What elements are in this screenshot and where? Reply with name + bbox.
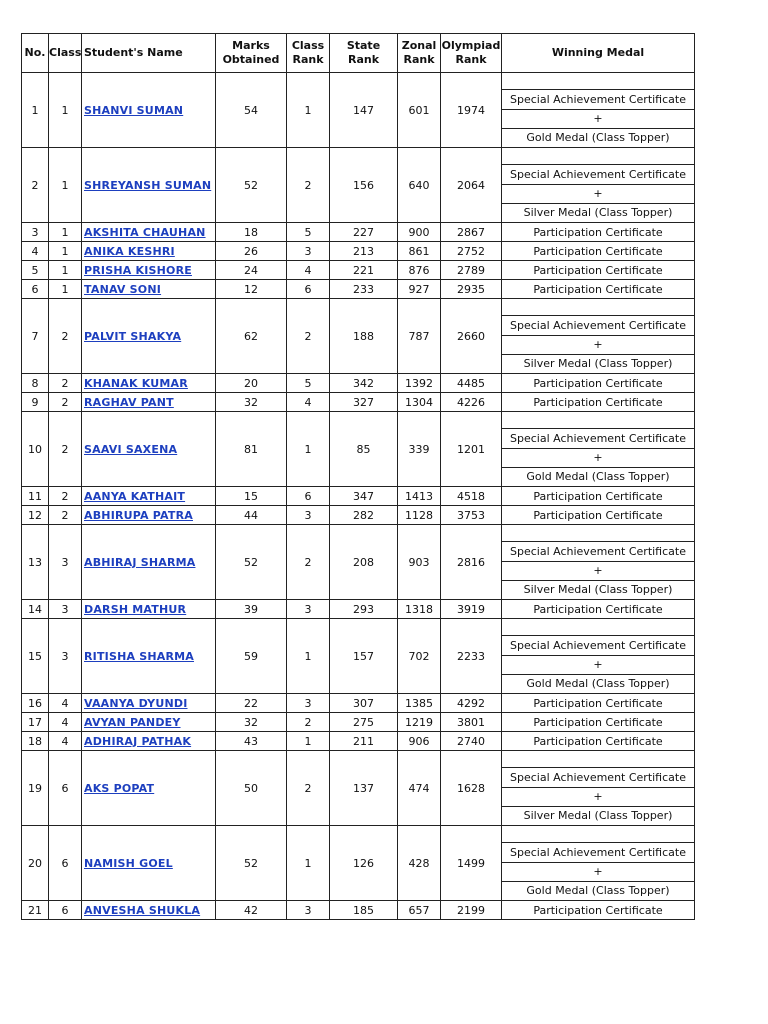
cell-zonal-rank: 927: [398, 280, 441, 299]
cell-no: 19: [22, 751, 49, 826]
cell-zonal-rank: 906: [398, 732, 441, 751]
cell-olympiad-rank: 3753: [441, 506, 502, 525]
student-name-link[interactable]: TANAV SONI: [84, 282, 162, 296]
cell-name: [82, 261, 216, 280]
zonal-header-line2: Rank: [403, 53, 435, 66]
cell-zonal-rank: 702: [398, 619, 441, 694]
table-row: [22, 619, 695, 694]
cell-marks: 26: [216, 242, 287, 261]
student-name-link[interactable]: RITISHA SHARMA: [84, 649, 195, 663]
cell-winning-medal: Participation Certificate: [502, 223, 695, 242]
table-row: [22, 901, 695, 920]
table-row: [22, 751, 695, 826]
medal-blank: [502, 525, 694, 541]
cell-olympiad-rank: 1201: [441, 412, 502, 487]
cell-name: [82, 732, 216, 751]
cell-marks: 32: [216, 713, 287, 732]
cell-state-rank: 137: [330, 751, 398, 826]
cell-state-rank: 85: [330, 412, 398, 487]
cell-winning-medal: [502, 412, 695, 487]
cell-marks: 62: [216, 299, 287, 374]
cell-no: 6: [22, 280, 49, 299]
cell-name: [82, 242, 216, 261]
col-header-winning-medal: Winning Medal: [502, 34, 695, 73]
cell-class: 1: [49, 148, 82, 223]
student-name-link[interactable]: DARSH MATHUR: [84, 602, 187, 616]
student-name-link[interactable]: ADHIRAJ PATHAK: [84, 734, 192, 748]
results-body: [22, 73, 695, 920]
cell-winning-medal: Participation Certificate: [502, 732, 695, 751]
cell-name: [82, 280, 216, 299]
cell-zonal-rank: 1304: [398, 393, 441, 412]
cell-class: 6: [49, 751, 82, 826]
student-name-link[interactable]: AANYA KATHAIT: [84, 489, 186, 503]
cell-marks: 52: [216, 826, 287, 901]
cell-class-rank: 5: [287, 223, 330, 242]
student-name-link[interactable]: VAANYA DYUNDI: [84, 696, 188, 710]
cell-marks: 24: [216, 261, 287, 280]
medal-special-certificate: Special Achievement Certificate: [502, 89, 694, 108]
cell-name: [82, 223, 216, 242]
student-name-link[interactable]: SAAVI SAXENA: [84, 442, 178, 456]
cell-olympiad-rank: 3919: [441, 600, 502, 619]
student-name-link[interactable]: SHANVI SUMAN: [84, 103, 184, 117]
cell-class: 1: [49, 280, 82, 299]
table-row: [22, 713, 695, 732]
cell-state-rank: 282: [330, 506, 398, 525]
student-name-link[interactable]: SHREYANSH SUMAN: [84, 178, 212, 192]
cell-zonal-rank: 657: [398, 901, 441, 920]
cell-olympiad-rank: 1628: [441, 751, 502, 826]
student-name-link[interactable]: PALVIT SHAKYA: [84, 329, 182, 343]
cell-winning-medal: Participation Certificate: [502, 393, 695, 412]
cell-marks: 12: [216, 280, 287, 299]
table-row: [22, 732, 695, 751]
medal-special-certificate: Special Achievement Certificate: [502, 635, 694, 654]
table-row: [22, 223, 695, 242]
cell-no: 5: [22, 261, 49, 280]
cell-winning-medal: Participation Certificate: [502, 374, 695, 393]
cell-zonal-rank: 1392: [398, 374, 441, 393]
medal-plus: +: [502, 109, 694, 128]
cell-class-rank: 2: [287, 525, 330, 600]
cell-winning-medal: [502, 619, 695, 694]
cell-winning-medal: [502, 73, 695, 148]
cell-winning-medal: Participation Certificate: [502, 242, 695, 261]
medal-silver: Silver Medal (Class Topper): [502, 354, 694, 373]
cell-marks: 81: [216, 412, 287, 487]
cell-state-rank: 185: [330, 901, 398, 920]
cell-zonal-rank: 1219: [398, 713, 441, 732]
cell-olympiad-rank: 2660: [441, 299, 502, 374]
cell-no: 15: [22, 619, 49, 694]
cell-name: [82, 299, 216, 374]
medal-gold: Gold Medal (Class Topper): [502, 674, 694, 693]
cell-marks: 22: [216, 694, 287, 713]
cell-state-rank: 233: [330, 280, 398, 299]
table-row: [22, 826, 695, 901]
cell-marks: 42: [216, 901, 287, 920]
cell-marks: 39: [216, 600, 287, 619]
cell-no: 14: [22, 600, 49, 619]
cell-class-rank: 4: [287, 261, 330, 280]
cell-state-rank: 342: [330, 374, 398, 393]
cell-state-rank: 213: [330, 242, 398, 261]
medal-blank: [502, 412, 694, 428]
cell-olympiad-rank: 2789: [441, 261, 502, 280]
cell-olympiad-rank: 2740: [441, 732, 502, 751]
cell-name: [82, 525, 216, 600]
cell-class: 2: [49, 412, 82, 487]
table-row: [22, 242, 695, 261]
cell-name: [82, 619, 216, 694]
cell-class: 2: [49, 487, 82, 506]
cell-winning-medal: Participation Certificate: [502, 600, 695, 619]
cell-olympiad-rank: 1499: [441, 826, 502, 901]
medal-special-certificate: Special Achievement Certificate: [502, 842, 694, 861]
cell-class: 6: [49, 901, 82, 920]
medal-special-certificate: Special Achievement Certificate: [502, 541, 694, 560]
cell-winning-medal: Participation Certificate: [502, 261, 695, 280]
cell-no: 7: [22, 299, 49, 374]
cell-winning-medal: [502, 525, 695, 600]
student-name-link[interactable]: PRISHA KISHORE: [84, 263, 192, 277]
cell-name: [82, 751, 216, 826]
cell-class: 2: [49, 299, 82, 374]
medal-special-certificate: Special Achievement Certificate: [502, 428, 694, 447]
medal-plus: +: [502, 448, 694, 467]
cell-state-rank: 327: [330, 393, 398, 412]
cell-zonal-rank: 900: [398, 223, 441, 242]
cell-winning-medal: Participation Certificate: [502, 506, 695, 525]
cell-state-rank: 156: [330, 148, 398, 223]
cell-zonal-rank: 339: [398, 412, 441, 487]
cell-winning-medal: [502, 299, 695, 374]
col-header-class: Class: [49, 34, 82, 73]
cell-state-rank: 211: [330, 732, 398, 751]
cell-marks: 20: [216, 374, 287, 393]
cell-class-rank: 1: [287, 826, 330, 901]
cell-winning-medal: [502, 751, 695, 826]
marks-header-line1: Marks: [232, 39, 270, 52]
cell-zonal-rank: 787: [398, 299, 441, 374]
cell-name: [82, 694, 216, 713]
cell-marks: 52: [216, 525, 287, 600]
cell-no: 21: [22, 901, 49, 920]
cell-state-rank: 208: [330, 525, 398, 600]
student-name-link[interactable]: ABHIRAJ SHARMA: [84, 555, 196, 569]
cell-name: [82, 374, 216, 393]
cell-no: 12: [22, 506, 49, 525]
medal-blank: [502, 619, 694, 635]
cell-class-rank: 5: [287, 374, 330, 393]
cell-class: 2: [49, 393, 82, 412]
cell-class-rank: 1: [287, 732, 330, 751]
cell-class: 1: [49, 242, 82, 261]
col-header-no: No.: [22, 34, 49, 73]
cell-zonal-rank: 1128: [398, 506, 441, 525]
medal-silver: Silver Medal (Class Topper): [502, 580, 694, 599]
cell-no: 2: [22, 148, 49, 223]
cell-no: 20: [22, 826, 49, 901]
cell-olympiad-rank: 2867: [441, 223, 502, 242]
col-header-class-rank: [287, 34, 330, 73]
student-name-link[interactable]: ABHIRUPA PATRA: [84, 508, 193, 522]
cell-class: 1: [49, 73, 82, 148]
cell-olympiad-rank: 3801: [441, 713, 502, 732]
student-name-link[interactable]: AKSHITA CHAUHAN: [84, 225, 206, 239]
cell-state-rank: 275: [330, 713, 398, 732]
col-header-name: Student's Name: [82, 34, 216, 73]
cell-class-rank: 6: [287, 280, 330, 299]
student-name-link[interactable]: AKS POPAT: [84, 781, 155, 795]
table-row: [22, 393, 695, 412]
medal-special-certificate: Special Achievement Certificate: [502, 164, 694, 183]
student-name-link[interactable]: KHANAK KUMAR: [84, 376, 188, 390]
cell-class: 3: [49, 525, 82, 600]
medal-gold: Gold Medal (Class Topper): [502, 467, 694, 486]
cell-state-rank: 347: [330, 487, 398, 506]
table-row: [22, 487, 695, 506]
cell-class: 1: [49, 223, 82, 242]
col-header-state-rank: State Rank: [330, 34, 398, 73]
cell-olympiad-rank: 2935: [441, 280, 502, 299]
table-row: [22, 374, 695, 393]
cell-winning-medal: [502, 148, 695, 223]
medal-blank: [502, 299, 694, 315]
cell-no: 16: [22, 694, 49, 713]
cell-name: [82, 901, 216, 920]
cell-class: 3: [49, 619, 82, 694]
medal-silver: Silver Medal (Class Topper): [502, 203, 694, 222]
cell-name: [82, 487, 216, 506]
results-table: [21, 33, 695, 920]
cell-state-rank: 293: [330, 600, 398, 619]
cell-zonal-rank: 861: [398, 242, 441, 261]
cell-marks: 18: [216, 223, 287, 242]
cell-winning-medal: Participation Certificate: [502, 280, 695, 299]
cell-marks: 54: [216, 73, 287, 148]
class-rank-header-line1: Class: [291, 39, 325, 52]
student-name-link[interactable]: AVYAN PANDEY: [84, 715, 181, 729]
cell-name: [82, 713, 216, 732]
cell-olympiad-rank: 2199: [441, 901, 502, 920]
class-rank-header-line2: Rank: [292, 53, 324, 66]
medal-plus: +: [502, 862, 694, 881]
cell-zonal-rank: 601: [398, 73, 441, 148]
cell-marks: 50: [216, 751, 287, 826]
medal-blank: [502, 148, 694, 164]
cell-olympiad-rank: 4292: [441, 694, 502, 713]
table-row: [22, 694, 695, 713]
cell-marks: 44: [216, 506, 287, 525]
table-row: [22, 506, 695, 525]
cell-class: 3: [49, 600, 82, 619]
medal-plus: +: [502, 335, 694, 354]
table-row: [22, 299, 695, 374]
medal-blank: [502, 826, 694, 842]
cell-name: [82, 826, 216, 901]
col-header-zonal-rank: [398, 34, 441, 73]
cell-no: 11: [22, 487, 49, 506]
cell-class: 1: [49, 261, 82, 280]
cell-no: 9: [22, 393, 49, 412]
medal-plus: +: [502, 787, 694, 806]
cell-olympiad-rank: 2752: [441, 242, 502, 261]
cell-state-rank: 157: [330, 619, 398, 694]
medal-silver: Silver Medal (Class Topper): [502, 806, 694, 825]
cell-olympiad-rank: 2233: [441, 619, 502, 694]
cell-state-rank: 147: [330, 73, 398, 148]
cell-olympiad-rank: 4226: [441, 393, 502, 412]
cell-marks: 43: [216, 732, 287, 751]
zonal-header-line1: Zonal: [401, 39, 437, 52]
cell-marks: 52: [216, 148, 287, 223]
cell-olympiad-rank: 4485: [441, 374, 502, 393]
cell-winning-medal: Participation Certificate: [502, 694, 695, 713]
cell-state-rank: 221: [330, 261, 398, 280]
cell-winning-medal: Participation Certificate: [502, 713, 695, 732]
medal-special-certificate: Special Achievement Certificate: [502, 315, 694, 334]
cell-name: [82, 393, 216, 412]
medal-blank: [502, 73, 694, 89]
table-row: [22, 412, 695, 487]
cell-zonal-rank: 903: [398, 525, 441, 600]
cell-name: [82, 412, 216, 487]
cell-no: 17: [22, 713, 49, 732]
cell-class-rank: 3: [287, 242, 330, 261]
table-row: [22, 600, 695, 619]
cell-class-rank: 1: [287, 73, 330, 148]
cell-class-rank: 2: [287, 299, 330, 374]
cell-class-rank: 2: [287, 751, 330, 826]
cell-class-rank: 3: [287, 694, 330, 713]
table-row: [22, 73, 695, 148]
student-name-link[interactable]: NAMISH GOEL: [84, 856, 173, 870]
medal-plus: +: [502, 561, 694, 580]
medal-special-certificate: Special Achievement Certificate: [502, 767, 694, 786]
cell-olympiad-rank: 1974: [441, 73, 502, 148]
cell-zonal-rank: 428: [398, 826, 441, 901]
cell-class-rank: 2: [287, 713, 330, 732]
cell-name: [82, 73, 216, 148]
table-row: [22, 525, 695, 600]
cell-class-rank: 6: [287, 487, 330, 506]
student-name-link[interactable]: ANIKA KESHRI: [84, 244, 175, 258]
cell-state-rank: 227: [330, 223, 398, 242]
cell-marks: 15: [216, 487, 287, 506]
cell-class-rank: 1: [287, 412, 330, 487]
cell-state-rank: 307: [330, 694, 398, 713]
cell-state-rank: 126: [330, 826, 398, 901]
marks-header-line2: Obtained: [222, 53, 280, 66]
cell-name: [82, 506, 216, 525]
table-row: [22, 280, 695, 299]
col-header-olympiad-rank: [441, 34, 502, 73]
cell-zonal-rank: 1318: [398, 600, 441, 619]
cell-zonal-rank: 640: [398, 148, 441, 223]
cell-zonal-rank: 474: [398, 751, 441, 826]
cell-marks: 32: [216, 393, 287, 412]
cell-no: 10: [22, 412, 49, 487]
medal-plus: +: [502, 655, 694, 674]
medal-gold: Gold Medal (Class Topper): [502, 881, 694, 900]
cell-state-rank: 188: [330, 299, 398, 374]
cell-class-rank: 3: [287, 600, 330, 619]
cell-marks: 59: [216, 619, 287, 694]
cell-class-rank: 1: [287, 619, 330, 694]
student-name-link[interactable]: RAGHAV PANT: [84, 395, 174, 409]
cell-class: 2: [49, 506, 82, 525]
medal-blank: [502, 751, 694, 767]
cell-no: 8: [22, 374, 49, 393]
cell-no: 4: [22, 242, 49, 261]
cell-olympiad-rank: 2064: [441, 148, 502, 223]
cell-winning-medal: [502, 826, 695, 901]
medal-plus: +: [502, 184, 694, 203]
cell-no: 1: [22, 73, 49, 148]
table-row: [22, 148, 695, 223]
cell-no: 13: [22, 525, 49, 600]
cell-class-rank: 4: [287, 393, 330, 412]
cell-name: [82, 600, 216, 619]
cell-no: 3: [22, 223, 49, 242]
cell-class: 2: [49, 374, 82, 393]
cell-zonal-rank: 1385: [398, 694, 441, 713]
cell-class: 4: [49, 713, 82, 732]
olympiad-header-line1: Olympiad: [441, 39, 501, 52]
col-header-marks: [216, 34, 287, 73]
cell-olympiad-rank: 2816: [441, 525, 502, 600]
cell-winning-medal: Participation Certificate: [502, 901, 695, 920]
cell-class-rank: 3: [287, 506, 330, 525]
olympiad-header-line2: Rank: [455, 53, 487, 66]
cell-class: 4: [49, 732, 82, 751]
cell-class: 4: [49, 694, 82, 713]
cell-name: [82, 148, 216, 223]
cell-winning-medal: Participation Certificate: [502, 487, 695, 506]
medal-gold: Gold Medal (Class Topper): [502, 128, 694, 147]
student-name-link[interactable]: ANVESHA SHUKLA: [84, 903, 201, 917]
cell-zonal-rank: 1413: [398, 487, 441, 506]
table-row: [22, 261, 695, 280]
cell-class: 6: [49, 826, 82, 901]
cell-class-rank: 3: [287, 901, 330, 920]
cell-no: 18: [22, 732, 49, 751]
cell-class-rank: 2: [287, 148, 330, 223]
header-row: [22, 34, 695, 73]
cell-olympiad-rank: 4518: [441, 487, 502, 506]
cell-zonal-rank: 876: [398, 261, 441, 280]
